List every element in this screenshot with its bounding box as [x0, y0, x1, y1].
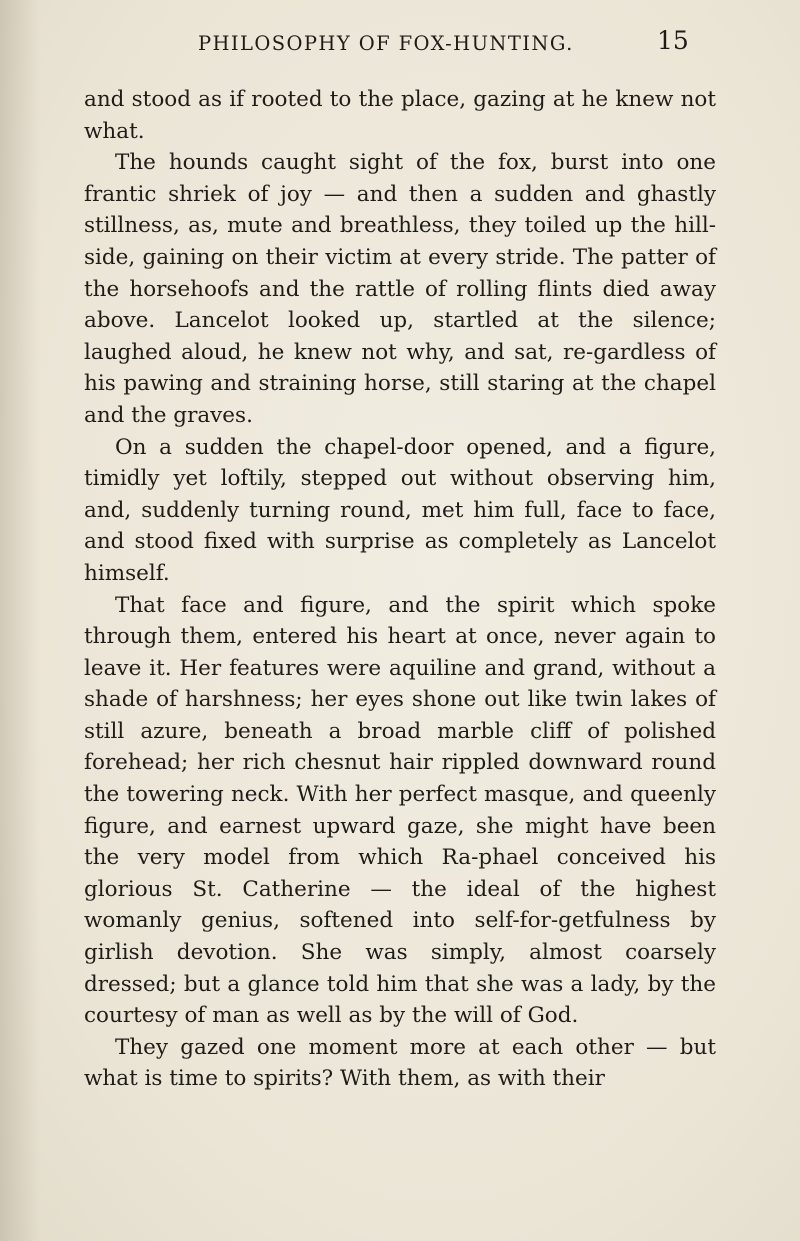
- running-title: PHILOSOPHY OF FOX-HUNTING.: [198, 32, 574, 55]
- paragraph-hounds: The hounds caught sight of the fox, burst into one frantic shriek of joy — and then a sudden and ghastly stillness, as, mute and breathless, they toiled up the hill-side, gaining on their victim at every stride. The patter of the horsehoofs and the rattle of rolling flints died away above. Lancelot looked up, startled at the silence; laughed aloud, he knew not why, and sat, re-gardless of his pawing and straining horse, still staring at the chapel and the graves.: [84, 150, 716, 428]
- paragraph-face-and-figure: That face and figure, and the spirit which spoke through them, entered his heart at once, never again to leave it. Her features were aquiline and grand, without a shade of harshness; her eyes shone out like twin lakes of still azure, beneath a broad marble cliff of polished forehead; her rich chesnut hair rippled downward round the towering neck. With her perfect masque, and queenly figure, and earnest upward gaze, she might have been the very model from which Ra-phael conceived his glorious St. Catherine — the ideal of the highest womanly genius, softened into self-for-getfulness by girlish devotion. She was simply, almost coarsely dressed; but a glance told him that she was a lady, by the courtesy of man as well as by the will of God.: [84, 592, 716, 1029]
- page-number: 15: [657, 26, 689, 55]
- running-head: [0, 22, 800, 62]
- paragraph-they-gazed: They gazed one moment more at each other — but what is time to spirits? With them, as with their: [84, 1034, 716, 1092]
- page-edge-shadow: [0, 0, 40, 1241]
- paragraph-chapel-door: On a sudden the chapel-door opened, and a figure, timidly yet loftily, stepped out without observing him, and, suddenly turning round, met him full, face to face, and stood fixed with surprise as completely as Lancelot himself.: [84, 434, 716, 586]
- paragraph-continuation: and stood as if rooted to the place, gazing at he knew not what.: [84, 87, 716, 144]
- body-text: [84, 84, 716, 1095]
